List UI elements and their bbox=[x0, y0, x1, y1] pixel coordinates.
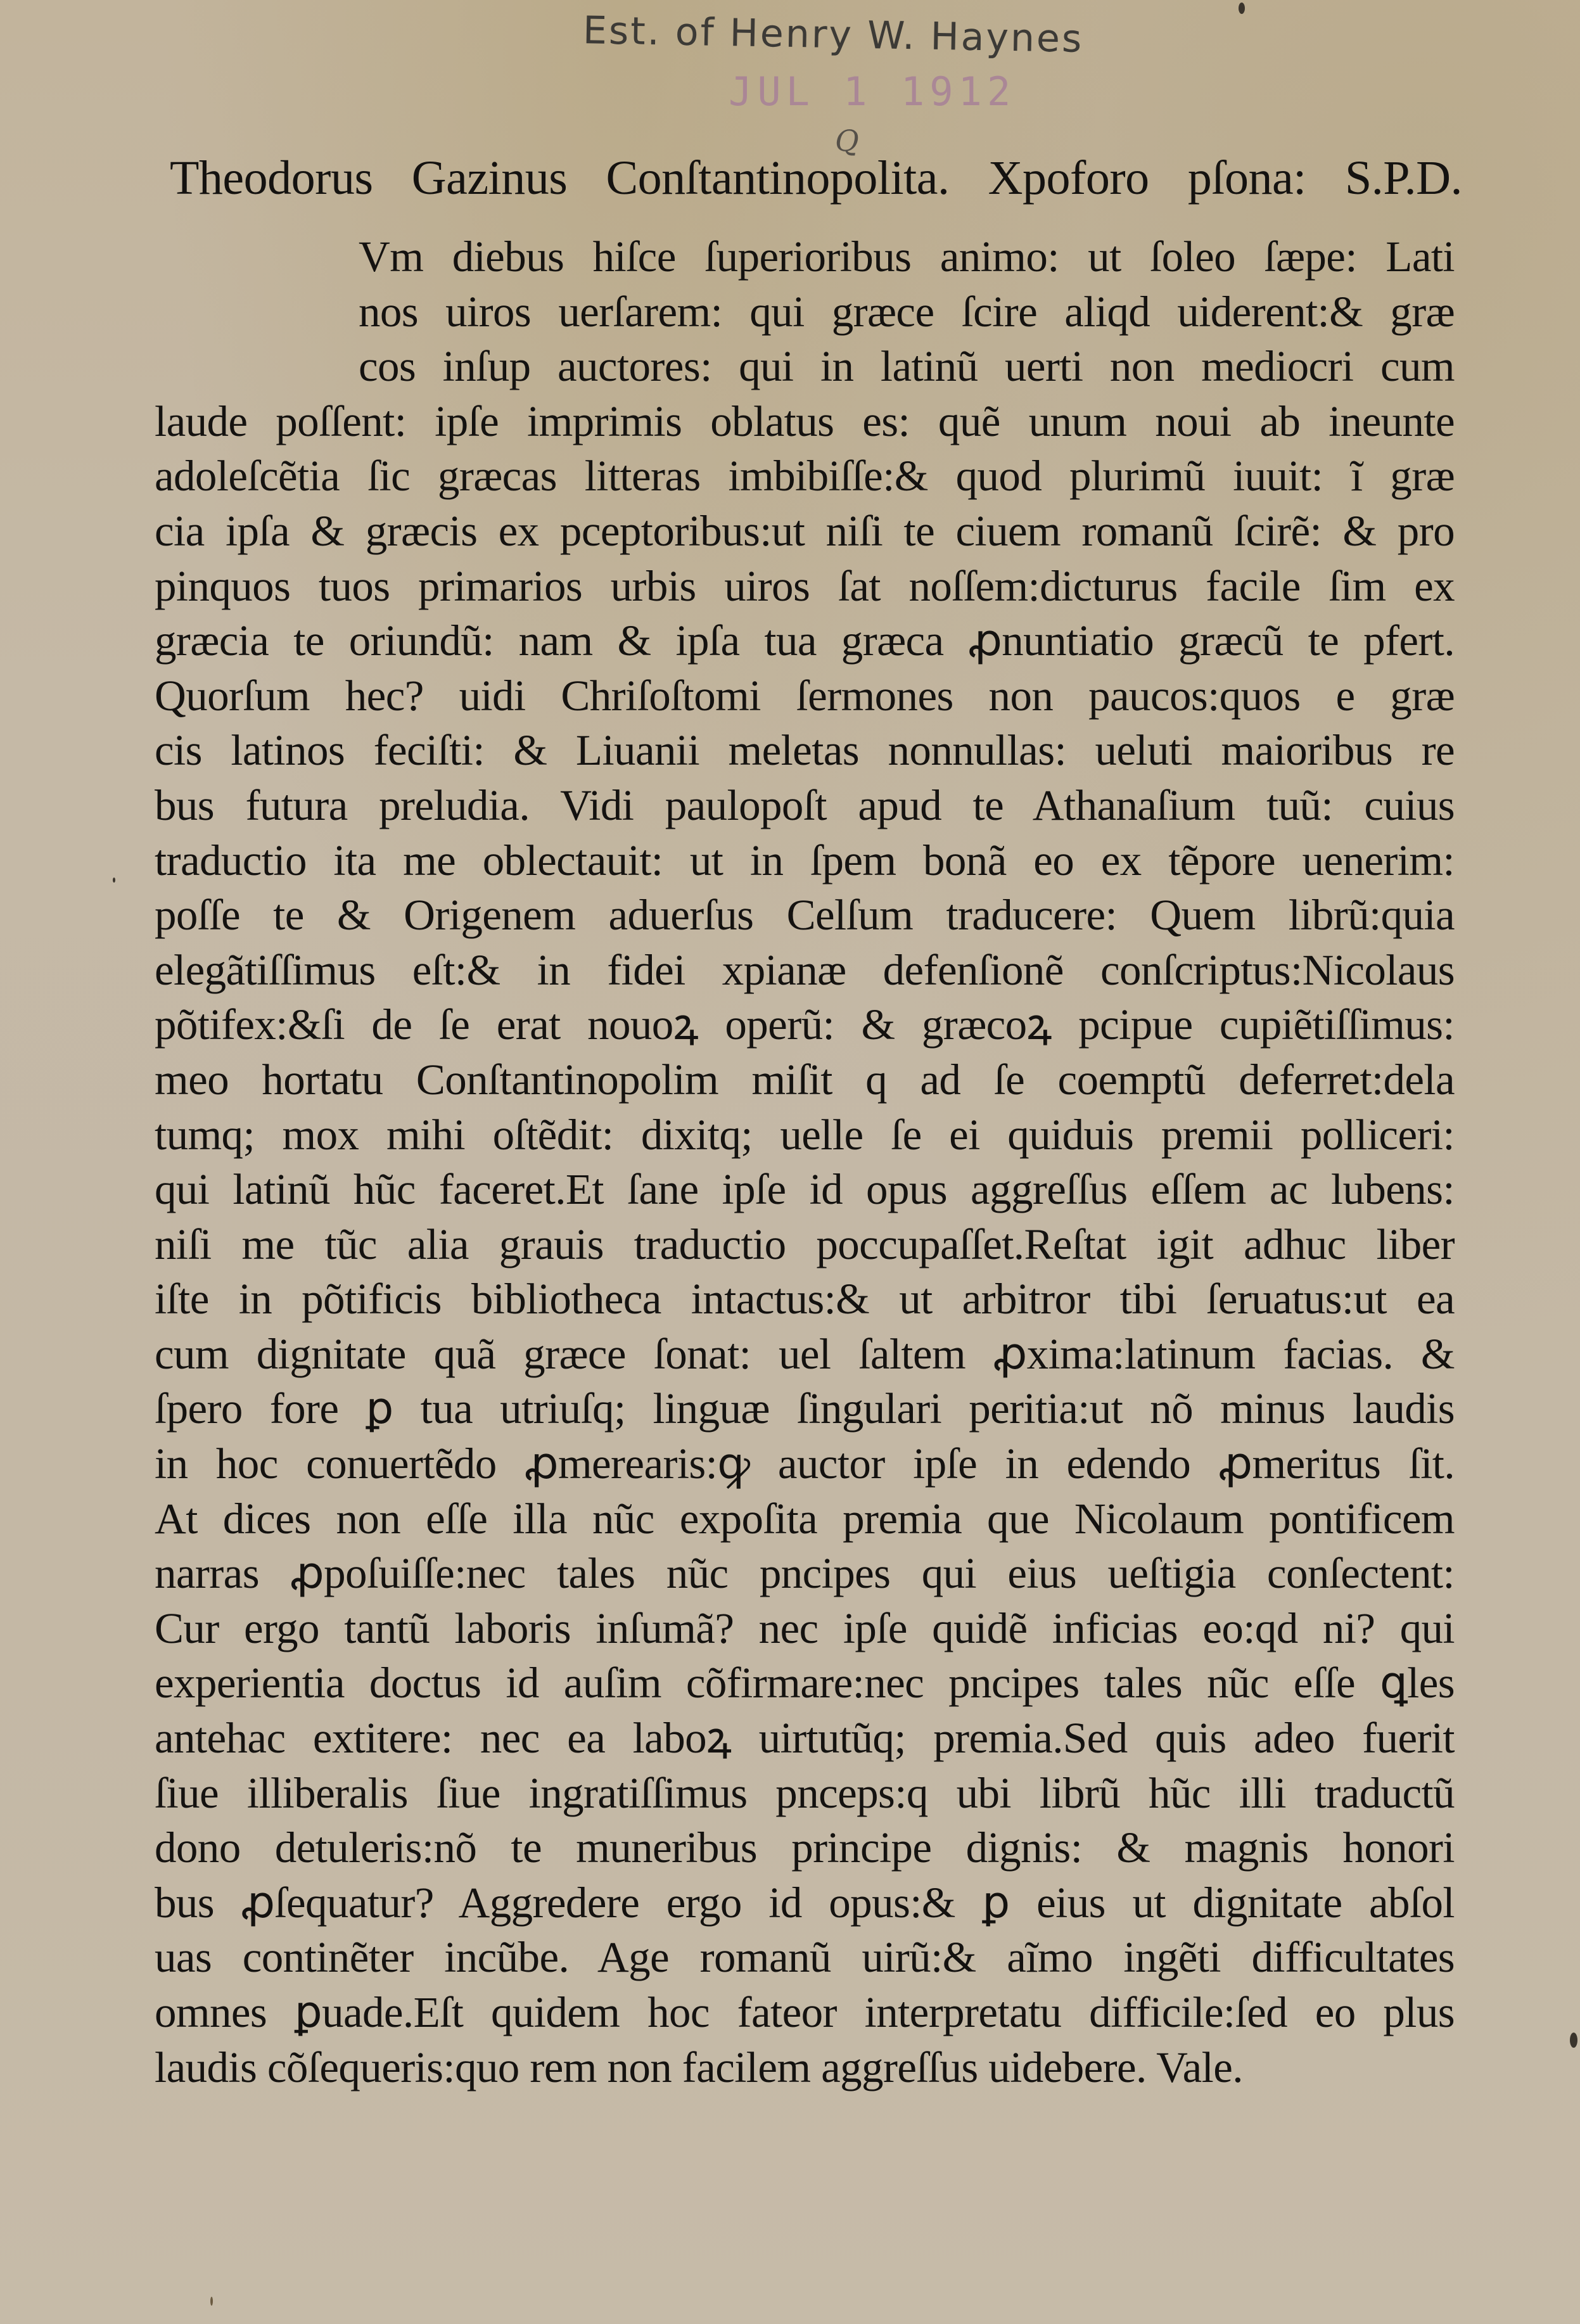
text-line: tumq; mox mihi oſtẽdit: dixitq; uelle ſe ei quiduis premii polliceri: bbox=[155, 1110, 1455, 1159]
text-line: bus futura preludia. Vidi paulopoſt apud te Athanaſium tuũ: cuius bbox=[155, 781, 1455, 829]
text-line: græcia te oriundũ: nam & ipſa tua græca ꝓnuntiatio græcũ te pfert. bbox=[155, 616, 1455, 665]
text-line: antehac extitere: nec ea laboꝝ uirtutũq; premia.Sed quis adeo fuerit bbox=[155, 1714, 1455, 1763]
date-stamp: JUL 1 1912 bbox=[729, 68, 1016, 115]
text-line: Vm diebus hiſce ſuperioribus animo: ut ſoleo ſæpe: Lati bbox=[359, 233, 1455, 281]
letter-body bbox=[155, 229, 1455, 2095]
text-line: iſte in põtificis bibliotheca intactus:& ut arbitror tibi ſeruatus:ut ea bbox=[155, 1275, 1455, 1324]
text-line: experientia doctus id auſim cõfirmare:nec pncipes tales nũc eſſe ꝗles bbox=[155, 1659, 1455, 1708]
text-line: narras ꝓpoſuiſſe:nec tales nũc pncipes qui eius ueſtigia conſectent: bbox=[155, 1549, 1455, 1598]
text-line: elegãtiſſimus eſt:& in fidei xpianæ defenſionẽ conſcriptus:Nicolaus bbox=[155, 945, 1455, 994]
text-line: adoleſcẽtia ſic græcas litteras imbibiſſe:& quod plurimũ iuuit: ĩ græ bbox=[155, 452, 1455, 501]
paper-speck bbox=[210, 2297, 213, 2306]
text-line: niſi me tũc alia grauis traductio poccupaſſet.Reſtat igit adhuc liber bbox=[155, 1220, 1455, 1268]
letter-heading: Theodorus Gazinus Conſtantinopolita. Xpoforo pſona: S.P.D. bbox=[170, 151, 1462, 205]
text-line: laude poſſent: ipſe imprimis oblatus es: quẽ unum noui ab ineunte bbox=[155, 397, 1455, 445]
pencil-mark: Q bbox=[835, 124, 859, 158]
text-line: põtifex:&ſi de ſe erat nouoꝝ operũ: & græcoꝝ pcipue cupiẽtiſſimus: bbox=[155, 1000, 1455, 1049]
text-line: ſpero fore ꝑ tua utriuſq; linguæ ſingulari peritia:ut nõ minus laudis bbox=[155, 1384, 1455, 1433]
text-line: cos inſup auctores: qui in latinũ uerti non mediocri cum bbox=[359, 342, 1455, 391]
text-line: At dices non eſſe illa nũc expoſita premia que Nicolaum pontificem bbox=[155, 1494, 1455, 1543]
text-line: Quorſum hec? uidi Chriſoſtomi ſermones non paucos:quos e græ bbox=[155, 671, 1455, 720]
text-line: in hoc conuertẽdo ꝓmerearis:ꝙ auctor ipſe in edendo ꝓmeritus ſit. bbox=[155, 1440, 1455, 1488]
text-line: qui latinũ hũc faceret.Et ſane ipſe id opus aggreſſus eſſem ac lubens: bbox=[155, 1165, 1455, 1214]
text-line: cia ipſa & græcis ex pceptoribus:ut niſi te ciuem romanũ ſcirẽ: & pro bbox=[155, 506, 1455, 555]
text-line: uas continẽter incũbe. Age romanũ uirũ:& aĩmo ingẽti difficultates bbox=[155, 1933, 1455, 1982]
paper-speck bbox=[113, 878, 115, 883]
text-line: bus ꝓſequatur? Aggredere ergo id opus:& ꝑ eius ut dignitate abſol bbox=[155, 1878, 1455, 1927]
text-line: cum dignitate quã græce ſonat: uel ſaltem ꝓxima:latinum facias. & bbox=[155, 1329, 1455, 1378]
handwritten-provenance-note: Est. of Henry W. Haynes bbox=[582, 8, 1084, 61]
text-line: dono detuleris:nõ te muneribus principe dignis: & magnis honori bbox=[155, 1823, 1455, 1872]
text-line: pinquos tuos primarios urbis uiros ſat noſſem:dicturus facile ſim ex bbox=[155, 561, 1455, 610]
text-line: Cur ergo tantũ laboris inſumã? nec ipſe quidẽ inficias eo:qd ni? qui bbox=[155, 1604, 1455, 1652]
text-line: laudis cõſequeris:quo rem non facilem aggreſſus uidebere. Vale. bbox=[155, 2043, 1243, 2091]
text-line: poſſe te & Origenem aduerſus Celſum traducere: Quem librũ:quia bbox=[155, 891, 1455, 940]
text-line: meo hortatu Conſtantinopolim miſit q ad ſe coemptũ deferret:dela bbox=[155, 1055, 1455, 1104]
text-line: nos uiros uerſarem: qui græce ſcire aliqd uiderent:& græ bbox=[359, 287, 1455, 336]
text-line: omnes ꝑuade.Eſt quidem hoc fateor interpretatu difficile:ſed eo plus bbox=[155, 1988, 1455, 2036]
paper-speck bbox=[1570, 2033, 1577, 2048]
text-line: ſiue illiberalis ſiue ingratiſſimus pnceps:q ubi librũ hũc illi traductũ bbox=[155, 1768, 1455, 1817]
paper-speck bbox=[1239, 3, 1245, 14]
text-line: cis latinos feciſti: & Liuanii meletas nonnullas: ueluti maioribus re bbox=[155, 726, 1455, 775]
text-line: traductio ita me oblectauit: ut in ſpem bonã eo ex tẽpore uenerim: bbox=[155, 836, 1455, 884]
